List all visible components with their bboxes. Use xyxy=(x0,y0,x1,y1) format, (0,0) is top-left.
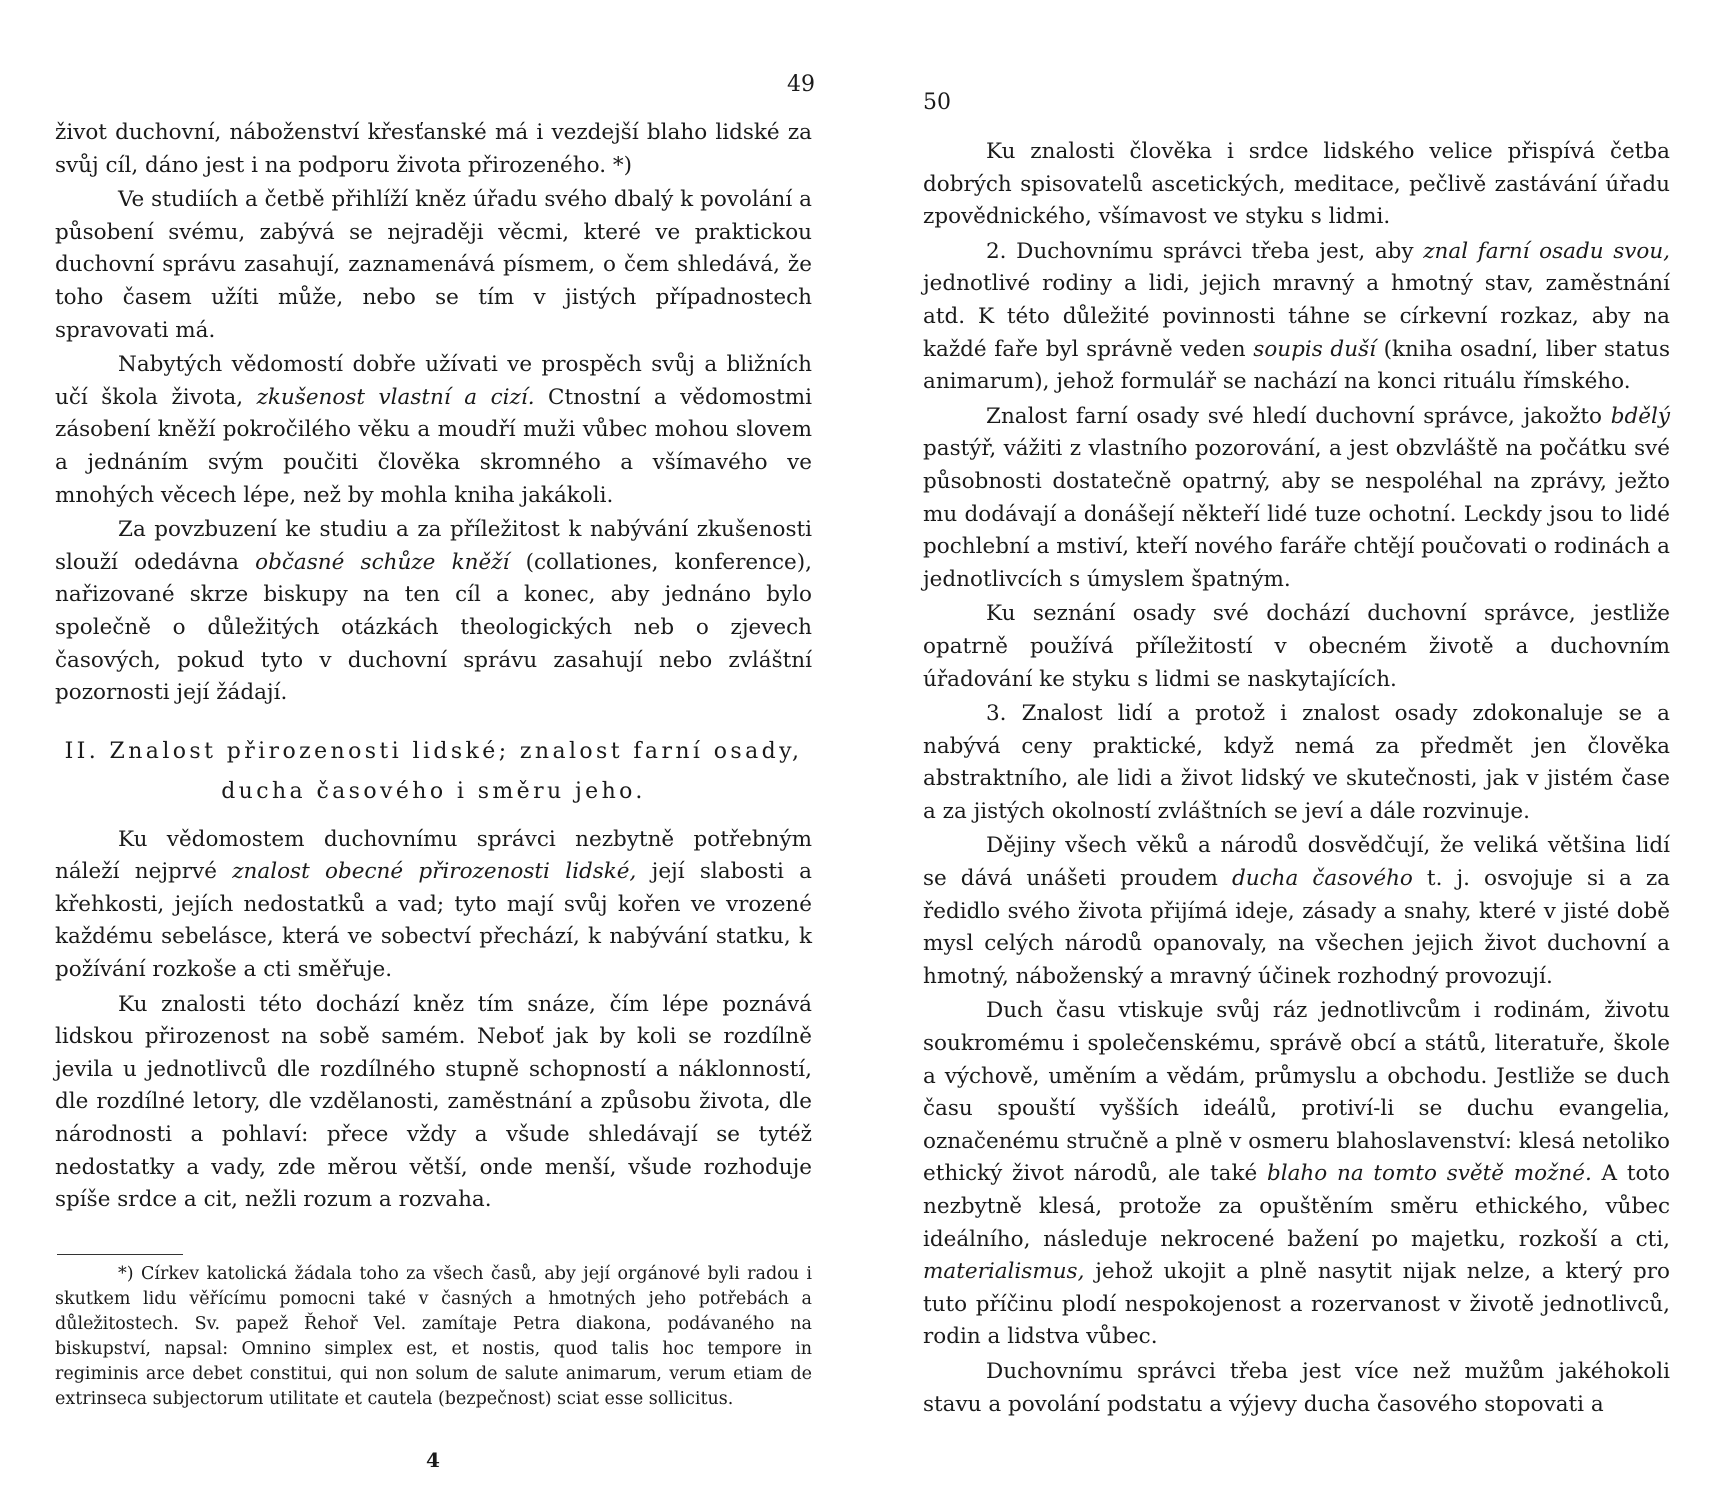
text-run: 2. Duchovnímu správci třeba jest, aby xyxy=(986,238,1424,264)
emphasis: zkušenost vlastní a cizí. xyxy=(256,384,535,410)
emphasis: znal farní osadu svou, xyxy=(1423,238,1671,264)
left-page-text xyxy=(55,117,812,1219)
text-run: jednotlivé rodiny a lidi, jejich mravný a hmotný stav, zaměstnání atd. K této důležité povinnosti táhne se církevní rozkaz, aby na každé faře byl správně veden xyxy=(923,271,1670,362)
emphasis: bdělý xyxy=(1610,403,1670,429)
text-run: Znalost farní osady své hledí duchovní správce, jakožto xyxy=(986,403,1611,429)
right-page xyxy=(866,0,1732,1500)
paragraph xyxy=(55,824,812,987)
paragraph xyxy=(55,514,812,710)
paragraph xyxy=(923,995,1670,1354)
emphasis: ducha časového xyxy=(1232,866,1413,892)
footnote-divider xyxy=(57,1254,183,1255)
emphasis: soupis duší xyxy=(1253,336,1376,362)
page-number: 49 xyxy=(787,72,815,97)
emphasis: občasné schůze kněží xyxy=(255,549,510,575)
paragraph: Ku znalosti člověka i srdce lidského velice přispívá četba dobrých spisovatelů ascetických, meditace, pečlivě zastávání úřadu zpovědnického, všímavost ve styku s lidmi. xyxy=(923,139,1670,230)
paragraph: Ku seznání osady své dochází duchovní správce, jestliže opatrně používá příležitostí v obecném životě a duchovním úřadování ke styku s lidmi se naskytajících. xyxy=(923,601,1670,692)
text-run: A toto nezbytně klesá, protože za opuštěním směru ethického, vůbec ideálního, následuje nekrocené bažení po majetku, rozkoší a cti, xyxy=(923,1161,1670,1252)
section-heading-line: ducha časového i směru jeho. xyxy=(221,778,646,804)
text-run: Za povzbuzení ke studiu a za příležitost k nabývání zkušenosti slouží odedávna xyxy=(55,517,812,575)
emphasis: blaho na tomto světě možné. xyxy=(1266,1161,1592,1187)
signature-mark: 4 xyxy=(426,1448,440,1472)
paragraph: život duchovní, náboženství křesťanské má i vezdejší blaho lidské za svůj cíl, dáno jest i na podporu života přirozeného. *) xyxy=(55,120,812,178)
page-number: 50 xyxy=(923,90,951,115)
text-run: jehož ukojit a plně nasytit nijak nelze, a který pro tuto příčinu plodí nespokojenost a rozervanost v životě jednotlivců, rodin a lidstva vůbec. xyxy=(923,1259,1670,1350)
footnote-text: *) Církev katolická žádala toho za všech časů, aby její orgánové byli radou i skutkem lidu věřícímu pomocni také v časných a hmotných jeho potřebách a důležitostech. Sv. papež Řehoř Vel. zamítaje Petra diakona, podávaného na biskupství, napsal: Omnino simplex est, et nostis, quod talis hoc tempore in regiminis arce debet constitui, qui non solum de salute animarum, verum etiam de extrinseca subjectorum utilitate et cautela (bezpečnost) sciat esse sollicitus. xyxy=(55,1264,812,1409)
section-heading-line: II. Znalost přirozenosti lidské; znalost farní osady, xyxy=(64,738,803,764)
text-run: Nabytých vědomostí dobře užívati ve prospěch svůj a bližních učí škola života, xyxy=(55,352,812,410)
emphasis: znalost obecné přirozenosti lidské, xyxy=(232,859,637,885)
text-run: Ctnostní a vědomostmi zásobení kněží pokročilého věku a moudří muži vůbec mohou slovem a jednáním svým poučiti člověka skromného a všímavého ve mnohých věcech lépe, než by mohla kniha jakákoli. xyxy=(55,384,812,508)
paragraph xyxy=(923,401,1670,597)
paragraph xyxy=(923,236,1670,399)
footnote xyxy=(55,1262,812,1412)
paragraph xyxy=(923,830,1670,993)
paragraph: 3. Znalost lidí a protož i znalost osady zdokonaluje se a nabývá ceny praktické, když nemá za předmět jen člověka abstraktního, ale lidi a život lidský ve skutečnosti, jak v jistém čase a za jistých okolností zvláštních se jeví a dále rozvinuje. xyxy=(923,701,1670,824)
text-run: Dějiny všech věků a národů dosvědčují, že veliká většina lidí se dává unášeti proudem xyxy=(923,833,1670,892)
text-run: (collationes, konference), nařizované skrze biskupy na ten cíl a konec, aby jednáno bylo společně o důležitých otázkách theologických neb o zjevech časových, pokud tyto v duchovní správu zasahují nebo zvláštní pozornosti její žádají. xyxy=(55,549,812,706)
paragraph: Duchovnímu správci třeba jest více než mužům jakéhokoli stavu a povolání podstatu a výjevy ducha časového stopovati a xyxy=(923,1358,1670,1417)
emphasis: materialismus, xyxy=(923,1259,1085,1285)
paragraph xyxy=(55,349,812,512)
paragraph: Ve studiích a četbě přihlíží kněz úřadu svého dbalý k povolání a působení svému, zabývá se nejraději věcmi, které ve praktickou duchovní správu zasahují, zaznamenává písmem, o čem shledává, že toho časem užíti může, nebo se tím v jistých případnostech spravovati má. xyxy=(55,187,812,343)
text-run: pastýř, vážiti z vlastního pozorování, a jest obzvláště na počátku své působnosti dostatečně opatrný, aby se nespoléhal na zprávy, ježto mu dodávají a donášejí někteří lidé tuze ochotní. Leckdy jsou to lidé pochlební a mstiví, kteří nového faráře chtějí poučovati o rodinách a jednotlivcích s úmyslem špatným. xyxy=(923,436,1670,592)
section-heading xyxy=(55,732,812,812)
text-run: Duch času vtiskuje svůj ráz jednotlivcům i rodinám, životu soukromému i společenskému, správě obcí a států, literatuře, škole a výchově, uměním a vědám, průmyslu a obchodu. Jestliže se duch času spouští vyšších ideálů, protiví-li se duchu evangelia, označenému stručně a plně v osmeru blahoslavenství: klesá netoliko ethický život národů, ale také xyxy=(923,998,1670,1187)
text-run: t. j. osvojuje si a za ředidlo svého života přijímá ideje, zásady a snahy, které v jisté době mysl celých národů opanovaly, na všechen jejich život duchovní a hmotný, náboženský a mravný účinek rozhodný provozují. xyxy=(923,866,1670,989)
right-page-text xyxy=(923,136,1670,1423)
text-run: její slabosti a křehkosti, jejích nedostatků a vad; tyto mají svůj kořen ve vrozené každému sebelásce, která ve sobectví přechází, k nabývání statku, k požívání rozkoše a cti směřuje. xyxy=(55,859,812,983)
paragraph: Ku znalosti této dochází kněz tím snáze, čím lépe poznává lidskou přirozenost na sobě samém. Neboť jak by koli se rozdílně jevila u jednotlivců dle rozdílného stupně schopností a náklonností, dle rozdílné letory, dle vzdělanosti, zaměstnání a způsobu života, dle národnosti a pohlaví: přece vždy a všude shledávají se tytéž nedostatky a vady, zde měrou větší, onde menší, všude rozhoduje spíše srdce a cit, nežli rozum a rozvaha. xyxy=(55,991,812,1213)
text-run: Ku vědomostem duchovnímu správci nezbytně potřebným náleží nejprvé xyxy=(55,826,812,885)
text-run: (kniha osadní, liber status animarum), jehož formulář se nachází na konci rituálu římského. xyxy=(923,336,1670,395)
